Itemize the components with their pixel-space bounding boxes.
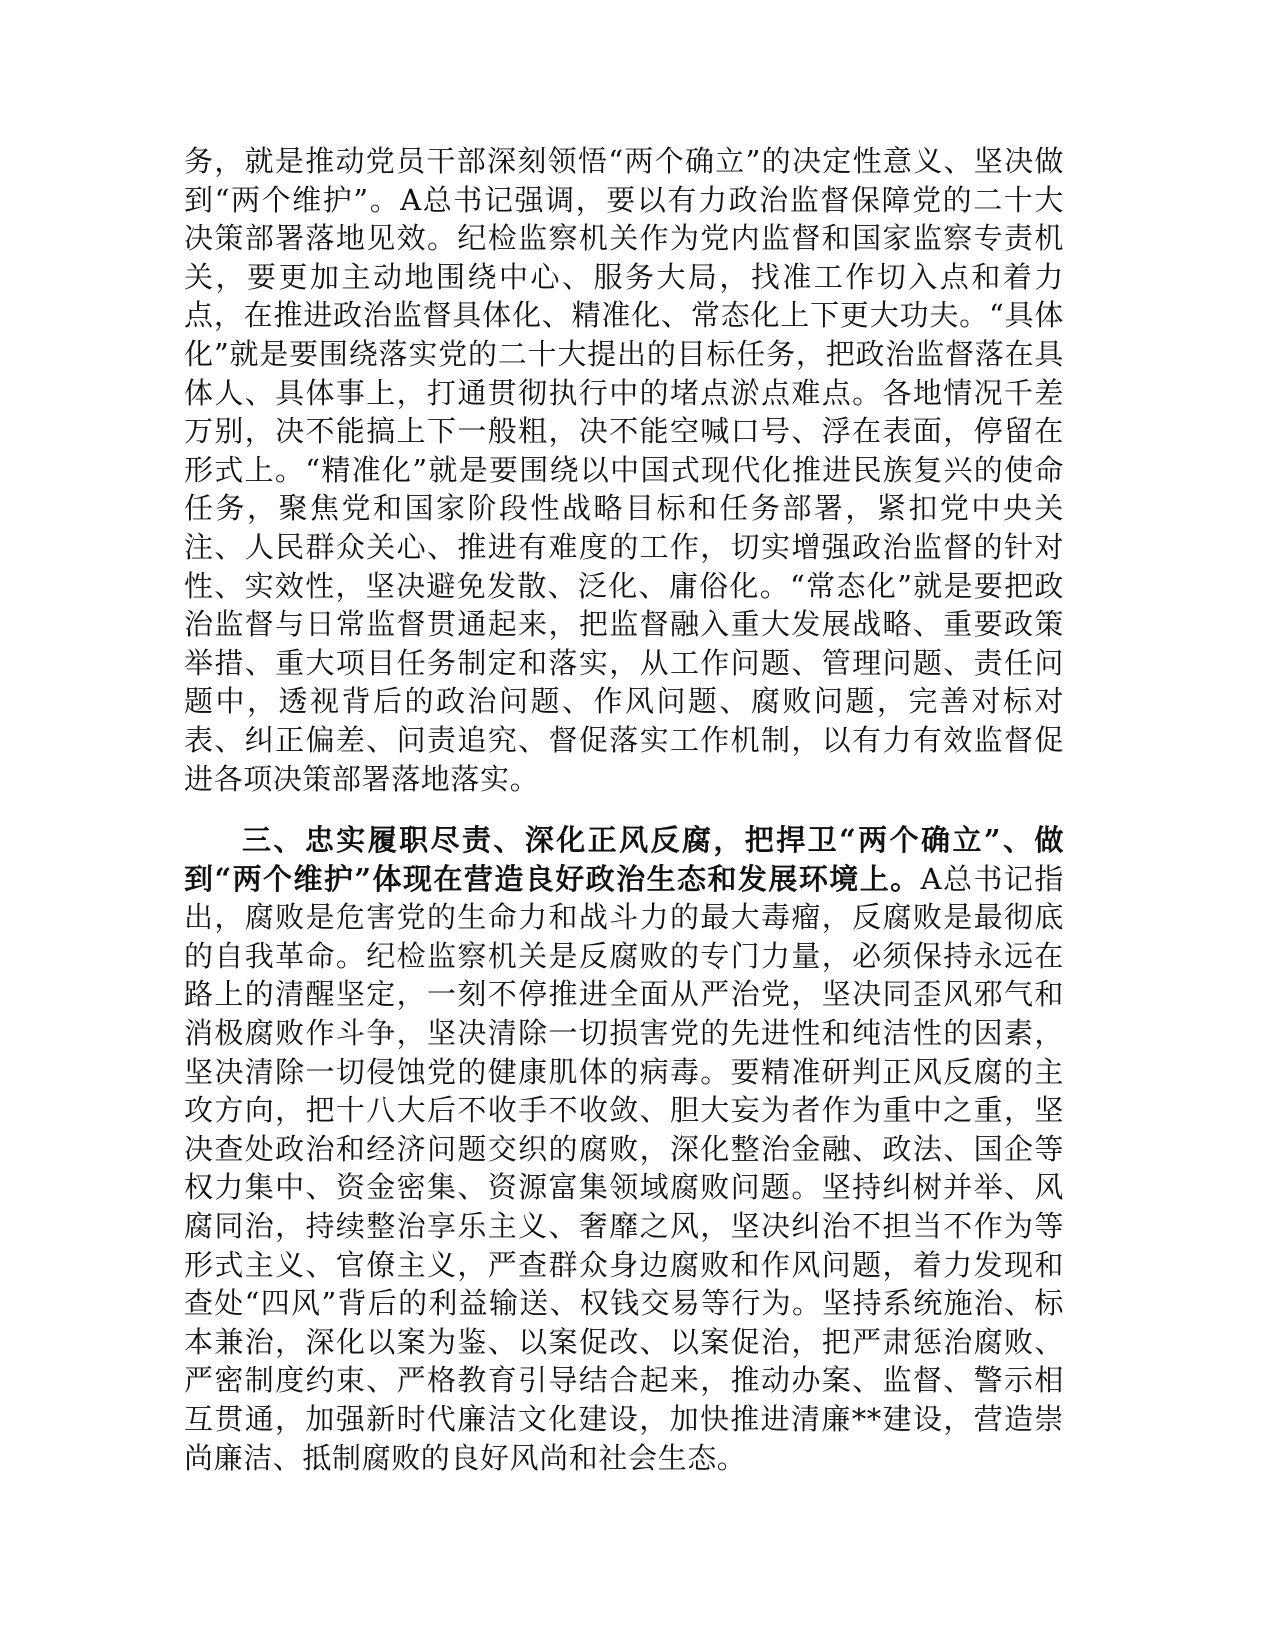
document-page [184,142,1064,1477]
section-three-body: A总书记指出，腐败是危害党的生命力和战斗力的最大毒瘤，反腐败是最彻底的自我革命。纪检监察机关是反腐败的专门力量，必须保持永远在路上的清醒坚定，一刻不停推进全面从严治党，坚决同歪风邪气和消极腐败作斗争，坚决清除一切损害党的先进性和纯洁性的因素，坚决清除一切侵蚀党的健康肌体的病毒。要精准研判正风反腐的主攻方向，把十八大后不收手不收敛、胆大妄为者作为重中之重，坚决查处政治和经济问题交织的腐败，深化整治金融、政法、国企等权力集中、资金密集、资源富集领域腐败问题。坚持纠树并举、风腐同治，持续整治享乐主义、奢靡之风，坚决纠治不担当不作为等形式主义、官僚主义，严查群众身边腐败和作风问题，着力发现和查处“四风”背后的利益输送、权钱交易等行为。坚持系统施治、标本兼治，深化以案为鉴、以案促改、以案促治，把严肃惩治腐败、严密制度约束、严格教育引导结合起来，推动办案、监督、警示相互贯通，加强新时代廉洁文化建设，加快推进清廉**建设，营造崇尚廉洁、抵制腐败的良好风尚和社会生态。 [184,861,1064,1475]
paragraph-section-three [184,821,1064,1477]
paragraph-political-supervision: 务，就是推动党员干部深刻领悟“两个确立”的决定性意义、坚决做到“两个维护”。A总书记强调，要以有力政治监督保障党的二十大决策部署落地见效。纪检监察机关作为党内监督和国家监察专责机关，要更加主动地围绕中心、服务大局，找准工作切入点和着力点，在推进政治监督具体化、精准化、常态化上下更大功夫。“具体化”就是要围绕落实党的二十大提出的目标任务，把政治监督落在具体人、具体事上，打通贯彻执行中的堵点淤点难点。各地情况千差万别，决不能搞上下一般粗，决不能空喊口号、浮在表面，停留在形式上。“精准化”就是要围绕以中国式现代化推进民族复兴的使命任务，聚焦党和国家阶段性战略目标和任务部署，紧扣党中央关注、人民群众关心、推进有难度的工作，切实增强政治监督的针对性、实效性，坚决避免发散、泛化、庸俗化。“常态化”就是要把政治监督与日常监督贯通起来，把监督融入重大发展战略、重要政策举措、重大项目任务制定和落实，从工作问题、管理问题、责任问题中，透视背后的政治问题、作风问题、腐败问题，完善对标对表、纠正偏差、问责追究、督促落实工作机制，以有力有效监督促进各项决策部署落地落实。 [184,144,1064,796]
section-three-heading: 三、忠实履职尽责、深化正风反腐，把捍卫“两个确立”、做到“两个维护”体现在营造良好政治生态和发展环境上。 [184,823,1064,896]
